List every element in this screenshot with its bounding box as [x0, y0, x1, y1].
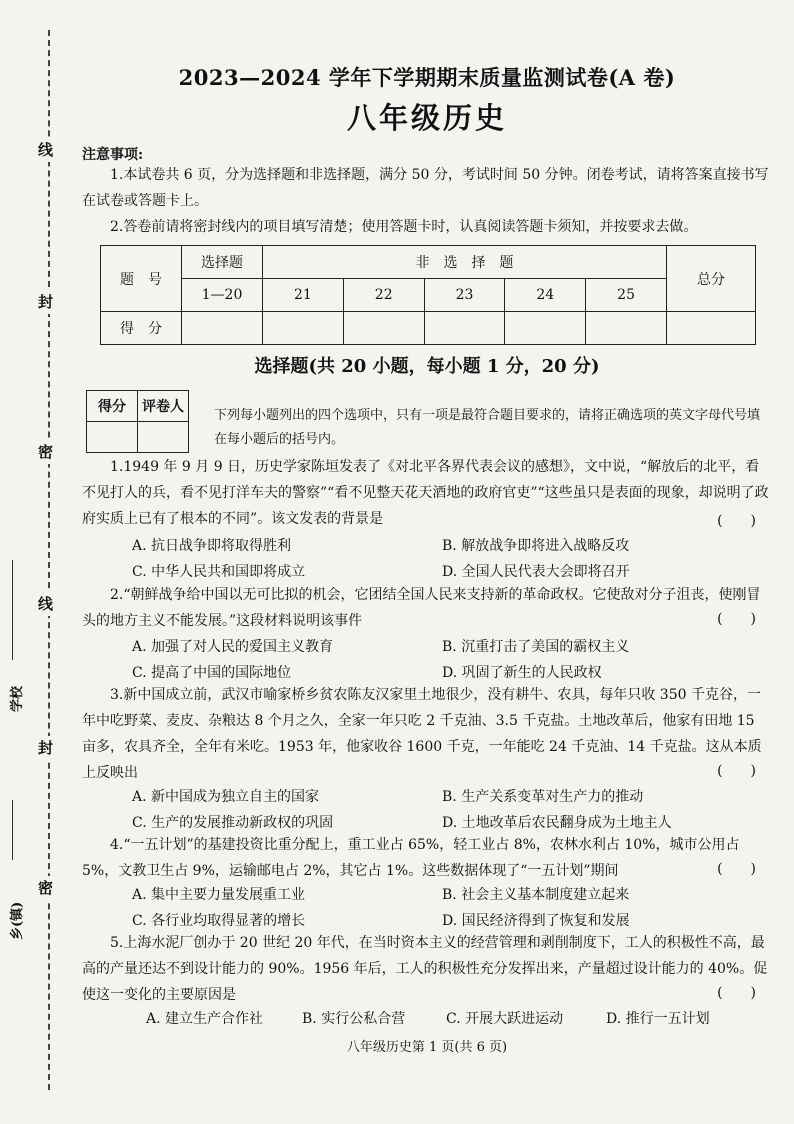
- score-cell[interactable]: [505, 312, 586, 345]
- score-cell-total[interactable]: [667, 312, 756, 345]
- grader-score-label: 得分: [87, 391, 138, 422]
- question-1-option-a: A. 抗日战争即将取得胜利: [132, 538, 292, 554]
- grader-score-cell[interactable]: [87, 422, 138, 453]
- question-4-stem: 4.“一五计划”的基建投资比重分配上，重工业占 65%，轻工业占 8%，农林水利占 10%，城市公用占 5%，文教卫生占 9%，运输邮电占 2%，其它占 1%。这些数据体现了“一五计划”期间: [82, 837, 740, 879]
- question-2-option-b: B. 沉重打击了美国的霸权主义: [442, 639, 630, 655]
- score-table-num: 25: [586, 279, 667, 312]
- question-1-answer-paren[interactable]: ( ): [717, 513, 756, 529]
- question-4-option-d: D. 国民经济得到了恢复和发展: [442, 913, 630, 929]
- seal-word-feng-2: 封: [38, 736, 53, 760]
- seal-dashed-line: [48, 30, 50, 1090]
- question-4-option-c: C. 各行业均取得显著的增长: [132, 913, 306, 929]
- page-footer: 八年级历史第 1 页(共 6 页): [346, 1040, 508, 1055]
- notice-heading: 注意事项:: [82, 147, 144, 163]
- score-cell[interactable]: [343, 312, 424, 345]
- town-label: 乡(镇): [10, 901, 25, 940]
- question-1-option-d: D. 全国人民代表大会即将召开: [442, 564, 630, 580]
- seal-word-xian-2: 线: [38, 592, 53, 616]
- question-5-stem: 5.上海水泥厂创办于 20 世纪 20 年代，在当时资本主义的经营管理和剥削制度下，工人的积极性不高，最高的产量还达不到设计能力的 90%。1956 年后，工人的积极性充分发挥出来，产量超过设计能力的 40%。促使这一变化的主要原因是: [82, 935, 768, 1003]
- question-5-option-d: D. 推行一五计划: [606, 1011, 710, 1027]
- question-3-option-b: B. 生产关系变革对生产力的推动: [442, 789, 644, 805]
- score-table-label-score: 得 分: [101, 312, 182, 345]
- seal-word-mi-2: 密: [38, 876, 53, 900]
- score-table-range: 1—20: [182, 279, 263, 312]
- score-table-num: 22: [343, 279, 424, 312]
- score-table: [100, 245, 756, 345]
- score-table-total: 总分: [667, 246, 756, 312]
- question-5-option-c: C. 开展大跃进运动: [446, 1011, 564, 1027]
- score-cell[interactable]: [263, 312, 344, 345]
- question-2-answer-paren[interactable]: ( ): [717, 611, 756, 627]
- score-cell[interactable]: [182, 312, 263, 345]
- town-fill-line: [12, 800, 13, 860]
- seal-word-xian: 线: [38, 138, 53, 162]
- question-4-option-a: A. 集中主要力量发展重工业: [132, 887, 306, 903]
- question-4-option-b: B. 社会主义基本制度建立起来: [442, 887, 630, 903]
- notice-item-1: 1.本试卷共 6 页，分为选择题和非选择题，满分 50 分，考试时间 50 分钟。闭卷考试，请将答案直接书写在试卷或答题卡上。: [82, 167, 769, 209]
- subject-title: 八年级历史: [346, 101, 507, 135]
- question-1-stem: 1.1949 年 9 月 9 日，历史学家陈垣发表了《对北平各界代表会议的感想》，文中说，“解放后的北平，看不见打人的兵，看不见打洋车夫的警察”“看不见整天花天酒地的政府官吏”“这些虽只是表面的现象，却说明了政府实质上已有了根本的不同”。该文发表的背景是: [82, 459, 769, 527]
- grader-person-cell[interactable]: [138, 422, 189, 453]
- section-title: 选择题(共 20 小题，每小题 1 分，20 分): [254, 356, 600, 377]
- grader-table: [86, 390, 189, 453]
- section-instruction: 下列每小题列出的四个选项中，只有一项是最符合题目要求的，请将正确选项的英文字母代号填在每小题后的括号内。: [214, 408, 761, 447]
- question-1-option-c: C. 中华人民共和国即将成立: [132, 564, 306, 580]
- score-cell[interactable]: [424, 312, 505, 345]
- question-3-option-c: C. 生产的发展推动新政权的巩固: [132, 815, 334, 831]
- question-4-answer-paren[interactable]: ( ): [717, 861, 756, 877]
- question-1-option-b: B. 解放战争即将进入战略反攻: [442, 538, 630, 554]
- question-2-stem: 2.“朝鲜战争给中国以无可比拟的机会，它团结全国人民来支持新的革命政权。它使敌对分子沮丧，使刚冒头的地方主义不能发展。”这段材料说明该事件: [82, 587, 761, 629]
- score-table-num: 23: [424, 279, 505, 312]
- score-table-choice: 选择题: [182, 246, 263, 279]
- question-3-answer-paren[interactable]: ( ): [717, 763, 756, 779]
- question-3-option-a: A. 新中国成为独立自主的国家: [132, 789, 320, 805]
- question-5-option-b: B. 实行公私合营: [302, 1011, 406, 1027]
- question-2-option-a: A. 加强了对人民的爱国主义教育: [132, 639, 334, 655]
- question-2-option-d: D. 巩固了新生的人民政权: [442, 665, 602, 681]
- question-5-option-a: A. 建立生产合作社: [146, 1011, 264, 1027]
- score-table-num: 21: [263, 279, 344, 312]
- question-2-option-c: C. 提高了中国的国际地位: [132, 665, 292, 681]
- seal-word-feng: 封: [38, 290, 53, 314]
- school-fill-line: [12, 560, 13, 660]
- score-cell[interactable]: [586, 312, 667, 345]
- score-table-num: 24: [505, 279, 586, 312]
- score-table-label-number: 题 号: [101, 246, 182, 312]
- question-3-option-d: D. 土地改革后农民翻身成为土地主人: [442, 815, 672, 831]
- question-3-stem: 3.新中国成立前，武汉市喻家桥乡贫农陈友汉家里土地很少，没有耕牛、农具，每年只收 350 千克谷，一年中吃野菜、麦皮、杂粮达 8 个月之久，全家一年只吃 2 千克油、3.5 千克盐。土地改革后，他家有田地 15 亩多，农具齐全，全年有米吃。1953 年，他家收谷 1600 千克，一年能吃 24 千克油、14 千克盐。这从本质上反映出: [82, 687, 762, 781]
- question-5-answer-paren[interactable]: ( ): [717, 985, 756, 1001]
- exam-title: 2023—2024 学年下学期期末质量监测试卷(A 卷): [178, 65, 676, 90]
- school-label: 学校: [10, 685, 25, 712]
- grader-person-label: 评卷人: [138, 391, 189, 422]
- score-table-nonchoice: 非 选 择 题: [263, 246, 667, 279]
- binding-margin: [0, 0, 72, 1124]
- notice-item-2: 2.答卷前请将密封线内的项目填写清楚；使用答题卡时，认真阅读答题卡须知，并按要求去做。: [110, 219, 698, 235]
- seal-word-mi: 密: [38, 440, 53, 464]
